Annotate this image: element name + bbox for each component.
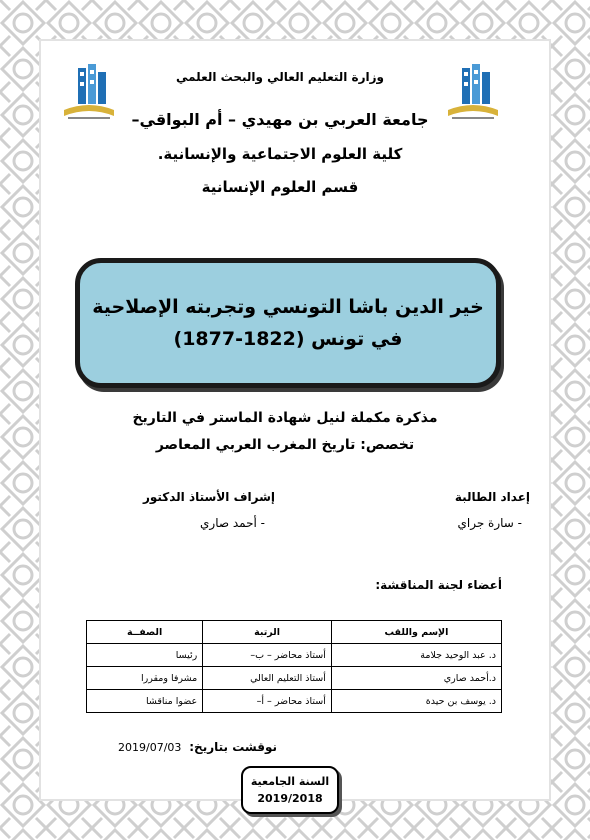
member-role: رئيسا xyxy=(87,644,203,667)
member-role: مشرفا ومقررا xyxy=(87,667,203,690)
committee-table-header xyxy=(87,621,502,644)
thesis-title-line1: خير الدين باشا التونسي وتجربته الإصلاحية xyxy=(92,296,484,318)
academic-year-box xyxy=(241,766,339,814)
preparation-label: إعداد الطالبة xyxy=(454,490,530,504)
member-rank: أستاذ التعليم العالي xyxy=(203,667,332,690)
member-rank: أستاذ محاضر – ب– xyxy=(203,644,332,667)
university-name: جامعة العربي بن مهيدي – أم البواقي– xyxy=(131,110,429,129)
department-name: قسم العلوم الإنسانية xyxy=(201,178,359,196)
committee-label: أعضاء لجنة المناقشة: xyxy=(375,578,502,592)
supervision-label: إشراف الأستاذ الدكتور xyxy=(142,490,275,504)
academic-year-value: 2019/2018 xyxy=(257,792,323,805)
thesis-title-box xyxy=(75,258,501,388)
table-row xyxy=(87,667,502,690)
committee-table xyxy=(86,620,502,713)
column-header-role: الصفــة xyxy=(87,621,203,644)
discussion-date: 2019/07/03 xyxy=(118,741,182,754)
discussion-date-label: نوقشت بتاريخ: xyxy=(189,740,277,754)
member-rank: أستاذ محاضر – أ– xyxy=(203,690,332,713)
column-header-name: الإسم واللقب xyxy=(331,621,501,644)
table-row xyxy=(87,690,502,713)
member-name: د. عبد الوحيد جلامة xyxy=(331,644,501,667)
member-name: د. يوسف بن حيدة xyxy=(331,690,501,713)
student-name: - سارة جراي xyxy=(457,516,522,530)
member-name: د.أحمد صاري xyxy=(331,667,501,690)
thesis-title-line2: في تونس (1822-1877) xyxy=(173,328,403,350)
academic-year-label: السنة الجامعية xyxy=(250,775,330,788)
ministry-name: وزارة التعليم العالي والبحث العلمي xyxy=(175,70,385,84)
supervisor-name: - أحمد صاري xyxy=(200,516,265,530)
member-role: عضوا مناقشا xyxy=(87,690,203,713)
table-row xyxy=(87,644,502,667)
column-header-rank: الرتبة xyxy=(203,621,332,644)
memo-specialization: تخصص: تاريخ المغرب العربي المعاصر xyxy=(155,437,415,453)
memo-description: مذكرة مكملة لنيل شهادة الماستر في التاريخ xyxy=(132,410,438,426)
faculty-name: كلية العلوم الاجتماعية والإنسانية. xyxy=(157,145,403,163)
